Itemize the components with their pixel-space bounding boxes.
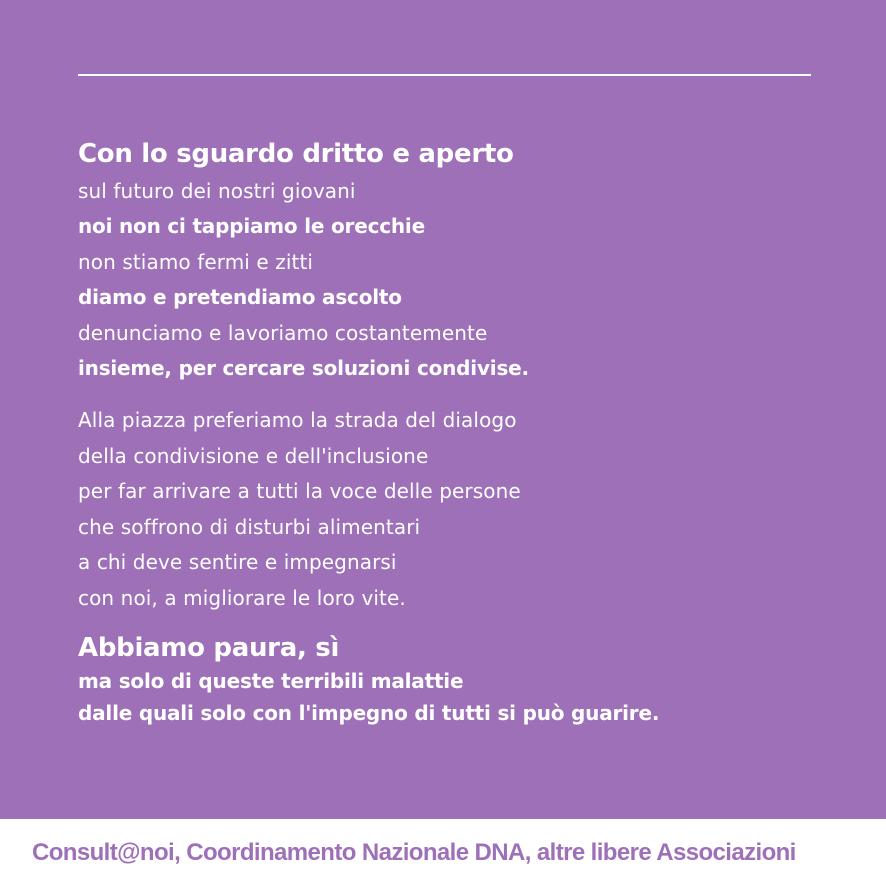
stanza3-line-2: dalle quali solo con l'impegno di tutti si può guarire. (78, 701, 660, 725)
stanza1-heading: Con lo sguardo dritto e aperto (78, 139, 514, 169)
stanza1-line-1: sul futuro dei nostri giovani (78, 179, 356, 203)
top-divider (78, 74, 811, 76)
stanza3-heading: Abbiamo paura, sì (78, 633, 340, 663)
stanza1-line-3: non stiamo fermi e zitti (78, 250, 314, 274)
stanza2-line-4: che soffrono di disturbi alimentari (78, 515, 421, 539)
stanza2-line-3: per far arrivare a tutti la voce delle persone (78, 479, 521, 503)
stanza2-line-6: con noi, a migliorare le loro vite. (78, 586, 406, 610)
stanza1-line-2: noi non ci tappiamo le orecchie (78, 214, 425, 238)
stanza2-line-5: a chi deve sentire e impegnarsi (78, 550, 397, 574)
stanza1-line-5: denunciamo e lavoriamo costantemente (78, 321, 488, 345)
stanza2-line-2: della condivisione e dell'inclusione (78, 444, 429, 468)
footer-band (0, 819, 886, 886)
stanza3-line-1: ma solo di queste terribili malattie (78, 669, 464, 693)
stanza2-line-1: Alla piazza preferiamo la strada del dialogo (78, 408, 517, 432)
stanza1-line-6: insieme, per cercare soluzioni condivise. (78, 356, 529, 380)
stanza1-line-4: diamo e pretendiamo ascolto (78, 285, 402, 309)
footer-credits: Consult@noi, Coordinamento Nazionale DNA, altre libere Associazioni (32, 839, 796, 866)
